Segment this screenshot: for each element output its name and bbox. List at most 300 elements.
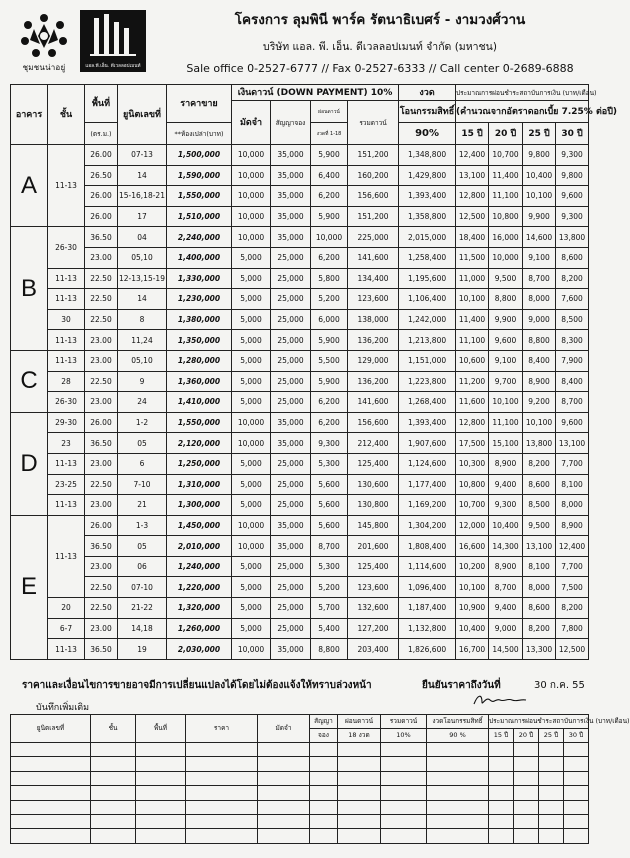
unit-cell: 14 bbox=[118, 289, 167, 310]
col-area-unit: (ตร.ม.) bbox=[85, 123, 118, 145]
floor-cell: 11-13 bbox=[48, 330, 85, 351]
y30-cell: 8,200 bbox=[556, 598, 589, 619]
total-cell: 129,000 bbox=[348, 350, 399, 371]
form-col-contract: สัญญา bbox=[310, 715, 338, 729]
transfer-cell: 1,114,600 bbox=[399, 556, 456, 577]
contract-cell: 25,000 bbox=[271, 392, 311, 413]
deposit-cell: 10,000 bbox=[232, 227, 271, 248]
y30-cell: 7,500 bbox=[556, 577, 589, 598]
contract-cell: 25,000 bbox=[271, 268, 311, 289]
col-building: อาคาร bbox=[11, 85, 48, 145]
unit-cell: 14 bbox=[118, 165, 167, 186]
confirm-date: 30 ก.ค. 55 bbox=[534, 680, 585, 691]
y15-cell: 11,000 bbox=[456, 268, 489, 289]
installment-cell: 6,200 bbox=[311, 186, 348, 207]
floor-cell: 23-25 bbox=[48, 474, 85, 495]
form-blank-cell bbox=[539, 829, 564, 843]
form-blank-cell bbox=[539, 814, 564, 828]
transfer-cell: 1,304,200 bbox=[399, 515, 456, 536]
deposit-cell: 10,000 bbox=[232, 412, 271, 433]
area-cell: 23.00 bbox=[85, 330, 118, 351]
y30-cell: 13,800 bbox=[556, 227, 589, 248]
y15-cell: 10,400 bbox=[456, 618, 489, 639]
contract-cell: 35,000 bbox=[271, 165, 311, 186]
total-cell: 123,600 bbox=[348, 289, 399, 310]
form-blank-cell bbox=[539, 786, 564, 800]
floor-cell: 11-13 bbox=[48, 495, 85, 516]
contract-cell: 25,000 bbox=[271, 247, 311, 268]
y15-cell: 10,100 bbox=[456, 289, 489, 310]
installment-cell: 10,000 bbox=[311, 227, 348, 248]
form-blank-cell bbox=[564, 757, 589, 771]
form-blank-cell bbox=[310, 757, 338, 771]
contract-cell: 25,000 bbox=[271, 453, 311, 474]
col-deposit: มัดจำ bbox=[232, 101, 271, 145]
deposit-cell: 10,000 bbox=[232, 206, 271, 227]
contract-cell: 35,000 bbox=[271, 639, 311, 660]
installment-cell: 5,200 bbox=[311, 577, 348, 598]
floor-cell: 26-30 bbox=[48, 227, 85, 268]
unit-cell: 1-3 bbox=[118, 515, 167, 536]
transfer-cell: 1,358,800 bbox=[399, 206, 456, 227]
y20-cell: 10,700 bbox=[489, 145, 523, 166]
y30-cell: 9,800 bbox=[556, 165, 589, 186]
installment-cell: 5,600 bbox=[311, 515, 348, 536]
form-blank-cell bbox=[427, 786, 489, 800]
installment-cell: 5,800 bbox=[311, 268, 348, 289]
table-row bbox=[11, 371, 589, 392]
contract-cell: 35,000 bbox=[271, 145, 311, 166]
transfer-cell: 1,124,600 bbox=[399, 453, 456, 474]
form-blank-cell bbox=[564, 786, 589, 800]
y25-cell: 8,800 bbox=[523, 330, 556, 351]
form-blank-cell bbox=[381, 829, 427, 843]
y30-cell: 9,600 bbox=[556, 412, 589, 433]
form-blank-cell bbox=[258, 771, 310, 785]
y15-cell: 10,100 bbox=[456, 577, 489, 598]
form-blank-cell bbox=[338, 743, 381, 757]
y25-cell: 8,000 bbox=[523, 289, 556, 310]
form-col-transfer-pct: 90 % bbox=[427, 729, 489, 743]
total-cell: 160,200 bbox=[348, 165, 399, 186]
y30-cell: 8,900 bbox=[556, 515, 589, 536]
price-cell: 2,240,000 bbox=[167, 227, 232, 248]
y15-cell: 12,000 bbox=[456, 515, 489, 536]
contract-cell: 35,000 bbox=[271, 412, 311, 433]
form-blank-cell bbox=[381, 814, 427, 828]
installment-cell: 5,300 bbox=[311, 556, 348, 577]
form-blank-cell bbox=[338, 829, 381, 843]
transfer-cell: 1,177,400 bbox=[399, 474, 456, 495]
y15-cell: 12,400 bbox=[456, 145, 489, 166]
form-blank-cell bbox=[514, 771, 539, 785]
contract-cell: 25,000 bbox=[271, 495, 311, 516]
y20-cell: 8,900 bbox=[489, 556, 523, 577]
form-blank-cell bbox=[514, 829, 539, 843]
deposit-cell: 5,000 bbox=[232, 556, 271, 577]
y20-cell: 9,900 bbox=[489, 309, 523, 330]
price-cell: 1,240,000 bbox=[167, 556, 232, 577]
area-cell: 26.00 bbox=[85, 145, 118, 166]
unit-cell: 8 bbox=[118, 309, 167, 330]
form-blank-cell bbox=[564, 814, 589, 828]
community-logo bbox=[14, 10, 74, 74]
form-blank-cell bbox=[338, 757, 381, 771]
area-cell: 36.50 bbox=[85, 227, 118, 248]
contract-cell: 25,000 bbox=[271, 474, 311, 495]
y30-cell: 13,100 bbox=[556, 433, 589, 454]
col-year-30: 30 ปี bbox=[556, 123, 589, 145]
transfer-cell: 1,348,800 bbox=[399, 145, 456, 166]
floor-cell: 26-30 bbox=[48, 392, 85, 413]
total-cell: 212,400 bbox=[348, 433, 399, 454]
form-blank-cell bbox=[539, 800, 564, 814]
area-cell: 22.50 bbox=[85, 474, 118, 495]
y20-cell: 8,700 bbox=[489, 577, 523, 598]
deposit-cell: 5,000 bbox=[232, 598, 271, 619]
y15-cell: 11,100 bbox=[456, 330, 489, 351]
deposit-cell: 5,000 bbox=[232, 474, 271, 495]
form-blank-cell bbox=[310, 786, 338, 800]
table-row bbox=[11, 412, 589, 433]
floor-cell: 11-13 bbox=[48, 145, 85, 227]
area-cell: 23.00 bbox=[85, 618, 118, 639]
y30-cell: 8,300 bbox=[556, 330, 589, 351]
form-blank-cell bbox=[514, 814, 539, 828]
form-blank-cell bbox=[91, 743, 136, 757]
area-cell: 22.50 bbox=[85, 371, 118, 392]
deposit-cell: 5,000 bbox=[232, 618, 271, 639]
table-row bbox=[11, 433, 589, 454]
building-label: E bbox=[11, 515, 48, 659]
y30-cell: 8,000 bbox=[556, 495, 589, 516]
deposit-cell: 10,000 bbox=[232, 145, 271, 166]
y20-cell: 10,100 bbox=[489, 392, 523, 413]
form-col-total-pct: 10% bbox=[381, 729, 427, 743]
y25-cell: 8,600 bbox=[523, 474, 556, 495]
form-blank-cell bbox=[381, 786, 427, 800]
y20-cell: 9,400 bbox=[489, 598, 523, 619]
form-blank-cell bbox=[258, 757, 310, 771]
header bbox=[0, 0, 600, 82]
confirm-label: ยืนยันราคาถึงวันที่ bbox=[422, 680, 501, 691]
form-blank-cell bbox=[11, 771, 91, 785]
installment-cell: 8,800 bbox=[311, 639, 348, 660]
total-cell: 156,600 bbox=[348, 412, 399, 433]
area-cell: 22.50 bbox=[85, 598, 118, 619]
price-cell: 2,010,000 bbox=[167, 536, 232, 557]
installment-cell: 5,900 bbox=[311, 145, 348, 166]
form-col-year-30: 30 ปี bbox=[564, 729, 589, 743]
transfer-cell: 1,242,000 bbox=[399, 309, 456, 330]
y30-cell: 7,800 bbox=[556, 618, 589, 639]
col-price-sub: **ห้องเปล่า(บาท) bbox=[167, 123, 232, 145]
table-row bbox=[11, 536, 589, 557]
price-cell: 1,300,000 bbox=[167, 495, 232, 516]
deposit-cell: 10,000 bbox=[232, 433, 271, 454]
area-cell: 26.00 bbox=[85, 206, 118, 227]
y30-cell: 9,300 bbox=[556, 206, 589, 227]
form-blank-cell bbox=[136, 757, 186, 771]
y20-cell: 8,800 bbox=[489, 289, 523, 310]
y15-cell: 12,800 bbox=[456, 186, 489, 207]
company-name: บริษัท แอล. พี. เอ็น. ดีเวลลอปเมนท์ จำกัด (มหาชน) bbox=[263, 41, 497, 53]
lpn-logo bbox=[80, 10, 146, 72]
y20-cell: 9,300 bbox=[489, 495, 523, 516]
deposit-cell: 5,000 bbox=[232, 309, 271, 330]
y15-cell: 12,800 bbox=[456, 412, 489, 433]
price-cell: 1,280,000 bbox=[167, 350, 232, 371]
transfer-cell: 1,187,400 bbox=[399, 598, 456, 619]
form-blank-cell bbox=[427, 743, 489, 757]
blank-form-header bbox=[11, 715, 630, 743]
floor-cell: 11-13 bbox=[48, 453, 85, 474]
price-cell: 1,500,000 bbox=[167, 145, 232, 166]
unit-cell: 9 bbox=[118, 371, 167, 392]
price-cell: 1,220,000 bbox=[167, 577, 232, 598]
y30-cell: 9,600 bbox=[556, 186, 589, 207]
contract-cell: 25,000 bbox=[271, 350, 311, 371]
y15-cell: 11,400 bbox=[456, 309, 489, 330]
form-blank-cell bbox=[564, 771, 589, 785]
y20-cell: 11,100 bbox=[489, 412, 523, 433]
installment-cell: 5,400 bbox=[311, 618, 348, 639]
y20-cell: 15,100 bbox=[489, 433, 523, 454]
installment-cell: 5,500 bbox=[311, 350, 348, 371]
floor-cell: 11-13 bbox=[48, 350, 85, 371]
table-row bbox=[11, 598, 589, 619]
form-blank-cell bbox=[136, 743, 186, 757]
y25-cell: 10,100 bbox=[523, 412, 556, 433]
form-blank-cell bbox=[186, 800, 258, 814]
form-blank-row bbox=[11, 800, 589, 814]
y25-cell: 8,600 bbox=[523, 598, 556, 619]
area-cell: 26.00 bbox=[85, 186, 118, 207]
form-blank-cell bbox=[310, 814, 338, 828]
total-cell: 123,600 bbox=[348, 577, 399, 598]
form-blank-row bbox=[11, 829, 589, 843]
total-cell: 138,000 bbox=[348, 309, 399, 330]
unit-cell: 04 bbox=[118, 227, 167, 248]
form-blank-cell bbox=[539, 757, 564, 771]
floor-cell: 29-30 bbox=[48, 412, 85, 433]
y20-cell: 9,100 bbox=[489, 350, 523, 371]
floor-cell: 28 bbox=[48, 371, 85, 392]
contract-cell: 25,000 bbox=[271, 289, 311, 310]
form-col-total: รวมดาวน์ bbox=[381, 715, 427, 729]
form-blank-cell bbox=[338, 786, 381, 800]
total-cell: 151,200 bbox=[348, 145, 399, 166]
price-cell: 2,030,000 bbox=[167, 639, 232, 660]
form-blank-cell bbox=[11, 800, 91, 814]
form-blank-row bbox=[11, 786, 589, 800]
transfer-cell: 1,213,800 bbox=[399, 330, 456, 351]
contract-cell: 35,000 bbox=[271, 227, 311, 248]
area-cell: 23.00 bbox=[85, 350, 118, 371]
form-blank-cell bbox=[427, 771, 489, 785]
form-blank-cell bbox=[514, 757, 539, 771]
y20-cell: 16,000 bbox=[489, 227, 523, 248]
form-blank-cell bbox=[539, 743, 564, 757]
y20-cell: 9,400 bbox=[489, 474, 523, 495]
y25-cell: 14,600 bbox=[523, 227, 556, 248]
y25-cell: 13,100 bbox=[523, 536, 556, 557]
header-text bbox=[170, 8, 590, 75]
y15-cell: 11,500 bbox=[456, 247, 489, 268]
form-blank-cell bbox=[186, 829, 258, 843]
area-cell: 36.50 bbox=[85, 433, 118, 454]
form-blank-cell bbox=[258, 743, 310, 757]
floor-cell: 11-13 bbox=[48, 289, 85, 310]
y30-cell: 7,700 bbox=[556, 556, 589, 577]
table-row bbox=[11, 206, 589, 227]
form-col-transfer: งวดโอนกรรมสิทธิ์ bbox=[427, 715, 489, 729]
form-blank-cell bbox=[258, 814, 310, 828]
form-col-area: พื้นที่ bbox=[136, 715, 186, 743]
table-row bbox=[11, 268, 589, 289]
form-blank-cell bbox=[489, 757, 514, 771]
contract-cell: 25,000 bbox=[271, 371, 311, 392]
table-row bbox=[11, 165, 589, 186]
col-total-down: รวมดาวน์ bbox=[348, 101, 399, 145]
price-cell: 1,380,000 bbox=[167, 309, 232, 330]
col-unit: ยูนิตเลขที่ bbox=[118, 85, 167, 145]
form-blank-cell bbox=[489, 743, 514, 757]
col-transfer: โอนกรรมสิทธิ์ bbox=[399, 101, 456, 123]
y25-cell: 8,100 bbox=[523, 556, 556, 577]
floor-cell: 11-13 bbox=[48, 268, 85, 289]
disclaimer: ราคาและเงื่อนไขการขายอาจมีการเปลี่ยนแปลงได้โดยไม่ต้องแจ้งให้ทราบล่วงหน้า bbox=[22, 680, 372, 691]
area-cell: 23.00 bbox=[85, 495, 118, 516]
form-blank-cell bbox=[310, 829, 338, 843]
contract-cell: 35,000 bbox=[271, 206, 311, 227]
total-cell: 136,200 bbox=[348, 330, 399, 351]
deposit-cell: 5,000 bbox=[232, 330, 271, 351]
price-table bbox=[10, 84, 618, 660]
form-blank-cell bbox=[427, 814, 489, 828]
building-label: A bbox=[11, 145, 48, 227]
deposit-cell: 10,000 bbox=[232, 536, 271, 557]
form-blank-row bbox=[11, 757, 589, 771]
installment-cell: 5,300 bbox=[311, 453, 348, 474]
unit-cell: 07-13 bbox=[118, 145, 167, 166]
col-year-25: 25 ปี bbox=[523, 123, 556, 145]
project-title: โครงการ ลุมพินี พาร์ค รัตนาธิเบศร์ - งามวงศ์วาน bbox=[234, 12, 526, 28]
y30-cell: 9,300 bbox=[556, 145, 589, 166]
col-year-15: 15 ปี bbox=[456, 123, 489, 145]
table-row bbox=[11, 515, 589, 536]
price-cell: 1,250,000 bbox=[167, 453, 232, 474]
transfer-cell: 1,808,400 bbox=[399, 536, 456, 557]
form-blank-cell bbox=[310, 800, 338, 814]
total-cell: 130,800 bbox=[348, 495, 399, 516]
table-row bbox=[11, 289, 589, 310]
deposit-cell: 5,000 bbox=[232, 495, 271, 516]
form-col-deposit: มัดจำ bbox=[258, 715, 310, 743]
installment-cell: 6,400 bbox=[311, 165, 348, 186]
price-cell: 2,120,000 bbox=[167, 433, 232, 454]
form-blank-cell bbox=[427, 800, 489, 814]
form-blank-cell bbox=[258, 800, 310, 814]
y25-cell: 9,200 bbox=[523, 392, 556, 413]
deposit-cell: 10,000 bbox=[232, 515, 271, 536]
y20-cell: 10,000 bbox=[489, 247, 523, 268]
y25-cell: 9,100 bbox=[523, 247, 556, 268]
price-cell: 1,450,000 bbox=[167, 515, 232, 536]
y25-cell: 8,000 bbox=[523, 577, 556, 598]
area-cell: 22.50 bbox=[85, 577, 118, 598]
form-blank-cell bbox=[564, 829, 589, 843]
form-blank-cell bbox=[564, 743, 589, 757]
contract-cell: 25,000 bbox=[271, 309, 311, 330]
total-cell: 130,600 bbox=[348, 474, 399, 495]
installment-cell: 5,700 bbox=[311, 598, 348, 619]
transfer-cell: 1,169,200 bbox=[399, 495, 456, 516]
y30-cell: 8,200 bbox=[556, 268, 589, 289]
col-year-20: 20 ปี bbox=[489, 123, 523, 145]
price-cell: 1,510,000 bbox=[167, 206, 232, 227]
table-row bbox=[11, 618, 589, 639]
floor-cell: 11-13 bbox=[48, 639, 85, 660]
price-cell: 1,310,000 bbox=[167, 474, 232, 495]
unit-cell: 05,10 bbox=[118, 247, 167, 268]
contract-cell: 25,000 bbox=[271, 618, 311, 639]
y15-cell: 11,600 bbox=[456, 392, 489, 413]
total-cell: 127,200 bbox=[348, 618, 399, 639]
area-cell: 23.00 bbox=[85, 247, 118, 268]
deposit-cell: 5,000 bbox=[232, 289, 271, 310]
form-blank-cell bbox=[338, 771, 381, 785]
area-cell: 22.50 bbox=[85, 268, 118, 289]
form-blank-cell bbox=[136, 786, 186, 800]
table-row bbox=[11, 392, 589, 413]
y15-cell: 13,100 bbox=[456, 165, 489, 186]
transfer-cell: 1,096,400 bbox=[399, 577, 456, 598]
table-row bbox=[11, 247, 589, 268]
installment-cell: 5,600 bbox=[311, 495, 348, 516]
deposit-cell: 10,000 bbox=[232, 186, 271, 207]
form-blank-cell bbox=[338, 800, 381, 814]
y25-cell: 8,500 bbox=[523, 495, 556, 516]
y25-cell: 9,800 bbox=[523, 145, 556, 166]
form-blank-cell bbox=[136, 800, 186, 814]
form-blank-cell bbox=[11, 814, 91, 828]
table-row bbox=[11, 309, 589, 330]
price-cell: 1,400,000 bbox=[167, 247, 232, 268]
y25-cell: 8,700 bbox=[523, 268, 556, 289]
contract-cell: 35,000 bbox=[271, 536, 311, 557]
col-area: พื้นที่ bbox=[85, 85, 118, 123]
transfer-cell: 1,907,600 bbox=[399, 433, 456, 454]
memo-label: บันทึกเพิ่มเติม bbox=[36, 703, 90, 713]
transfer-cell: 1,223,800 bbox=[399, 371, 456, 392]
community-logo-caption: ชุมชนน่าอยู่ bbox=[22, 63, 66, 72]
total-cell: 203,400 bbox=[348, 639, 399, 660]
contract-cell: 35,000 bbox=[271, 515, 311, 536]
price-cell: 1,360,000 bbox=[167, 371, 232, 392]
form-blank-cell bbox=[91, 829, 136, 843]
price-cell: 1,410,000 bbox=[167, 392, 232, 413]
unit-cell: 05 bbox=[118, 536, 167, 557]
form-col-installment-sub: 18 งวด bbox=[338, 729, 381, 743]
form-blank-row bbox=[11, 771, 589, 785]
transfer-cell: 1,106,400 bbox=[399, 289, 456, 310]
form-col-floor: ชั้น bbox=[91, 715, 136, 743]
form-blank-cell bbox=[11, 757, 91, 771]
form-col-year-15: 15 ปี bbox=[489, 729, 514, 743]
col-transfer-pct: 90% bbox=[399, 123, 456, 145]
area-cell: 36.50 bbox=[85, 536, 118, 557]
